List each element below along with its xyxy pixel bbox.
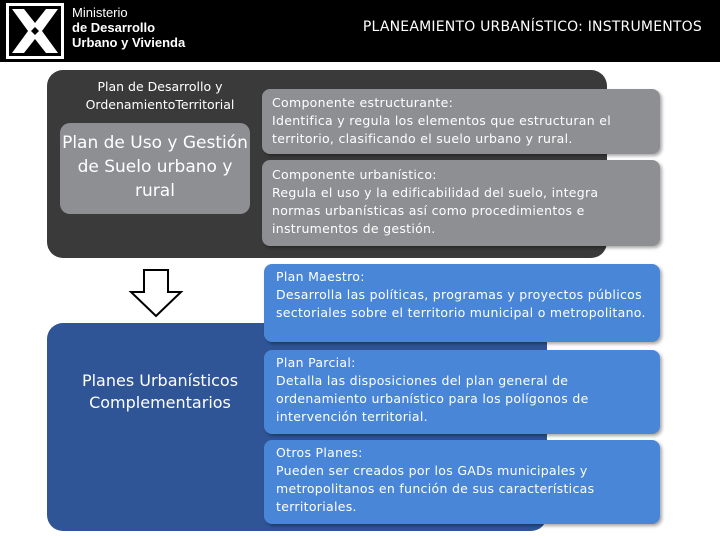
plan-desarrollo-label: Plan de Desarrollo y OrdenamientoTerritorial <box>85 79 235 112</box>
component-text: Regula el uso y la edificabilidad del suelo, integra normas urbanísticas así como procedimientos e instrumentos de gestión. <box>272 185 599 236</box>
plan-title: Plan Parcial: <box>276 355 356 370</box>
plan-title: Otros Planes: <box>276 445 363 460</box>
component-title: Componente urbanístico: <box>272 167 437 182</box>
plan-title: Plan Maestro: <box>276 269 365 284</box>
component-title: Componente estructurante: <box>272 95 454 110</box>
plan-card <box>264 264 660 342</box>
plan-text: Pueden ser creados por los GADs municipales y metropolitanos en función de sus características territoriales. <box>276 463 595 514</box>
page-title: PLANEAMIENTO URBANÍSTICO: INSTRUMENTOS <box>362 19 702 35</box>
logo-line-1: Ministerio <box>72 5 128 20</box>
component-card <box>262 89 660 154</box>
component-card <box>262 160 660 246</box>
plan-text: Desarrolla las políticas, programas y proyectos públicos sectoriales sobre el territorio municipal o metropolitano. <box>276 287 646 320</box>
header-bar <box>0 0 720 62</box>
planes-complementarios-label: Planes Urbanísticos Complementarios <box>81 371 239 412</box>
plan-text: Detalla las disposiciones del plan general de ordenamiento urbanístico para los polígonos de intervención territorial. <box>276 373 589 424</box>
down-arrow-icon <box>128 268 184 318</box>
logo-line-2: de Desarrollo <box>72 20 156 35</box>
plan-uso-gestion-box: Plan de Uso y Gestión de Suelo urbano y rural <box>60 123 250 214</box>
ministry-logo-icon <box>6 3 64 59</box>
plan-card <box>264 440 660 524</box>
ministry-logo-text <box>72 5 202 50</box>
logo-line-3: Urbano y Vivienda <box>72 35 186 50</box>
plan-card <box>264 350 660 434</box>
component-text: Identifica y regula los elementos que estructuran el territorio, clasificando el suelo urbano y rural. <box>272 113 612 146</box>
